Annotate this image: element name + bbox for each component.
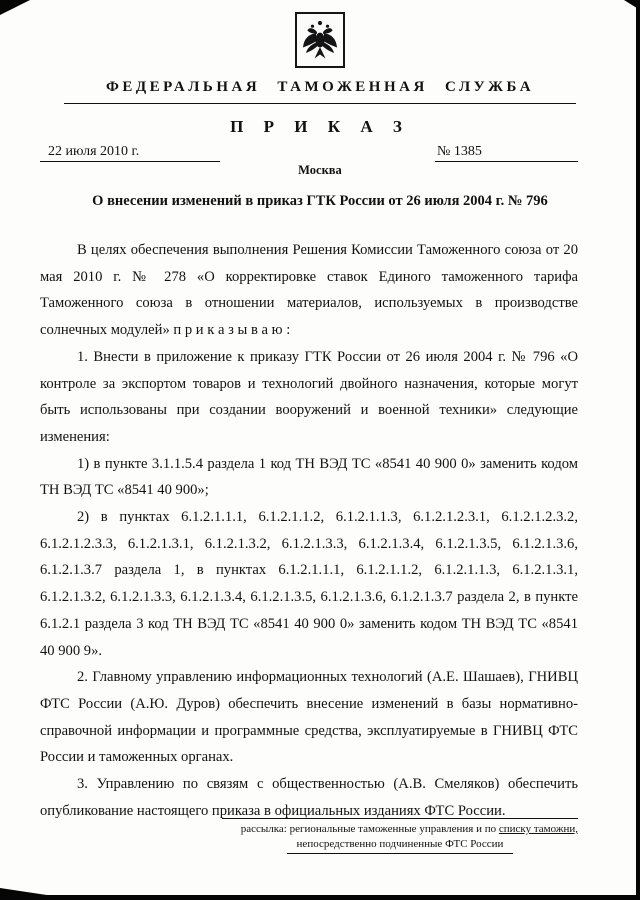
double-headed-eagle-icon [302,19,338,61]
paragraph-subitem-1: 1) в пункте 3.1.1.5.4 раздела 1 код ТН ВЭД ТС «8541 40 900 0» заменить кодом ТН ВЭД ТС «8541 40 900»; [40,455,578,499]
date-number-row [0,144,640,162]
paragraph-item-3: 3. Управлению по связям с общественностью (А.В. Смеляков) обеспечить опубликование настоящего приказа в официальных изданиях ФТС России. [40,776,578,819]
paragraph-item-1: 1. Внести в приложение к приказу ГТК России от 26 июля 2004 г. № 796 «О контроле за экспортом товаров и технологий двойного назначения, которые могут быть использованы при создании вооружений и военной техники» следующие изменения: [40,348,578,445]
paragraph-item-2: 2. Главному управлению информационных технологий (А.Е. Шашаев), ГНИВЦ ФТС России (А.Ю. Дуров) обеспечить внесение изменений в базы нормативно-справочной информации и программные средства, эксплуатируемые в ГНИВЦ ФТС России и таможенных органах. [40,669,578,766]
document-number: № 1385 [435,144,578,162]
coat-of-arms-emblem [295,12,345,68]
distribution-line-2 [222,837,578,854]
distribution-line-1 [222,822,578,837]
document-date: 22 июля 2010 г. [40,144,220,162]
distribution-line-2-text: непосредственно подчиненные ФТС России [287,837,514,854]
paragraph-preamble: В целях обеспечения выполнения Решения Комиссии Таможенного союза от 20 мая 2010 г. № 278 «О корректировке ставок Единого таможенного тарифа Таможенного союза в отношении материалов, используемых в производстве солнечных модулей» п р и к а з ы в а ю : [40,242,578,339]
distribution-note [222,818,578,854]
document-title: О внесении изменений в приказ ГТК России от 26 июля 2004 г. № 796 [92,193,548,209]
scan-artifact-right-edge [636,0,640,900]
paragraph-subitem-2: 2) в пунктах 6.1.2.1.1.1, 6.1.2.1.1.2, 6.1.2.1.1.3, 6.1.2.1.2.3.1, 6.1.2.1.2.3.2, 6.1.2.1.2.3.3, 6.1.2.1.3.1, 6.1.2.1.3.2, 6.1.2.1.3.3, 6.1.2.1.3.4, 6.1.2.1.3.5, 6.1.2.1.3.6, 6.1.2.1.3.7 раздела 1, в пунктах 6.1.2.1.1.1, 6.1.2.1.1.2, 6.1.2.1.1.3, 6.1.2.1.3.1, 6.1.2.1.3.2, 6.1.2.1.3.3, 6.1.2.1.3.4, 6.1.2.1.3.5, 6.1.2.1.3.6, 6.1.2.1.3.7 раздела 2, в пункте 6.1.2.1 раздела 3 код ТН ВЭД ТС «8541 40 900 0» заменить кодом ТН ВЭД ТС «8541 40 900 9». [40,509,578,659]
document-city: Москва [298,163,342,177]
agency-name: ФЕДЕРАЛЬНАЯ ТАМОЖЕННАЯ СЛУЖБА [105,79,535,95]
scan-artifact-top-left [0,0,30,15]
distribution-line-1-text: рассылка: региональные таможенные управления и по [240,823,499,835]
header-divider-line [64,103,576,104]
document-body [0,237,640,824]
document-type-heading: П Р И К А З [230,117,410,136]
scan-artifact-bottom-edge [0,895,640,900]
distribution-line-1-underlined: списку таможни, [498,823,578,835]
scan-artifact-bottom-left [0,888,60,897]
